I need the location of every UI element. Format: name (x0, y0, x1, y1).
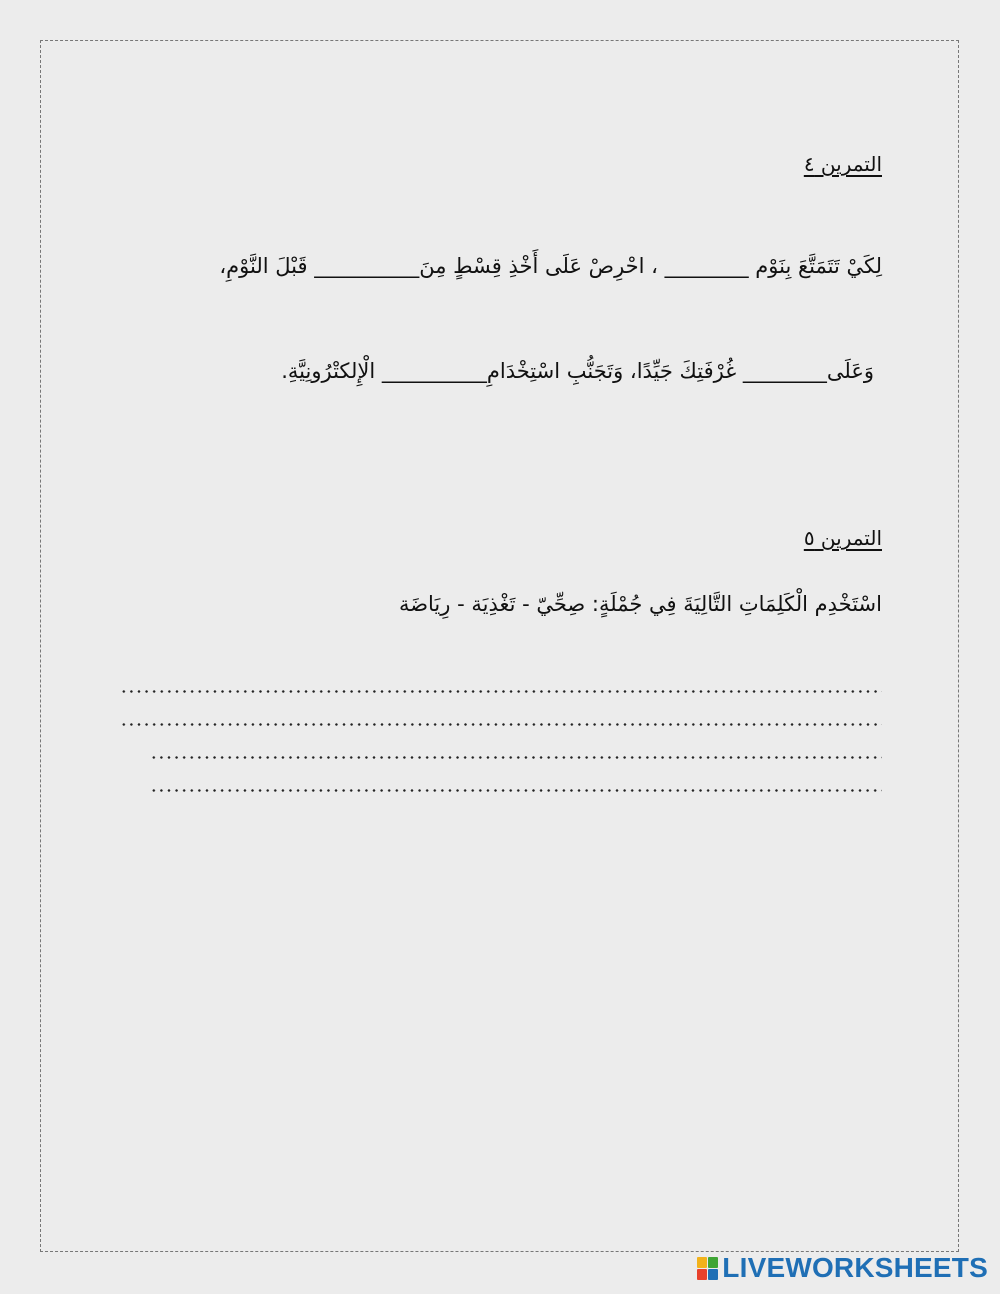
exercise-5-instruction: اسْتَخْدِم الْكَلِمَاتِ التَّالِيَةَ فِي جُمْلَةٍ: صِحِّيّ - تَغْذِيَة - رِيَاضَة (398, 592, 882, 616)
answer-line[interactable] (112, 732, 882, 765)
exercise-4-sentence-line-2: وَعَلَى________ غُرْفَتِكَ جَيِّدًا، وَتَجَنُّبِ اسْتِخْدَامِ__________ الْإِلكتْرُونِيَّةِ. (281, 359, 874, 383)
answer-line[interactable] (112, 666, 882, 699)
answer-line[interactable] (112, 765, 882, 798)
exercise-4-sentence-line-1: لِكَيْ تَتَمَتَّعَ بِنَوْم ________ ، احْرِصْ عَلَى أَخْذِ قِسْطٍ مِنَ__________ قَبْلَ النَّوْمِ، (219, 254, 882, 278)
liveworksheets-logo-text: LIVEWORKSHEETS (722, 1252, 988, 1283)
answer-area[interactable] (112, 666, 882, 798)
exercise-5-title: التمرين ٥ (803, 526, 882, 550)
exercise-4-title: التمرين ٤ (803, 152, 882, 176)
answer-line[interactable] (112, 699, 882, 732)
liveworksheets-logo-icon (697, 1257, 718, 1280)
worksheet-frame (40, 40, 959, 1252)
liveworksheets-logo (697, 1252, 988, 1284)
